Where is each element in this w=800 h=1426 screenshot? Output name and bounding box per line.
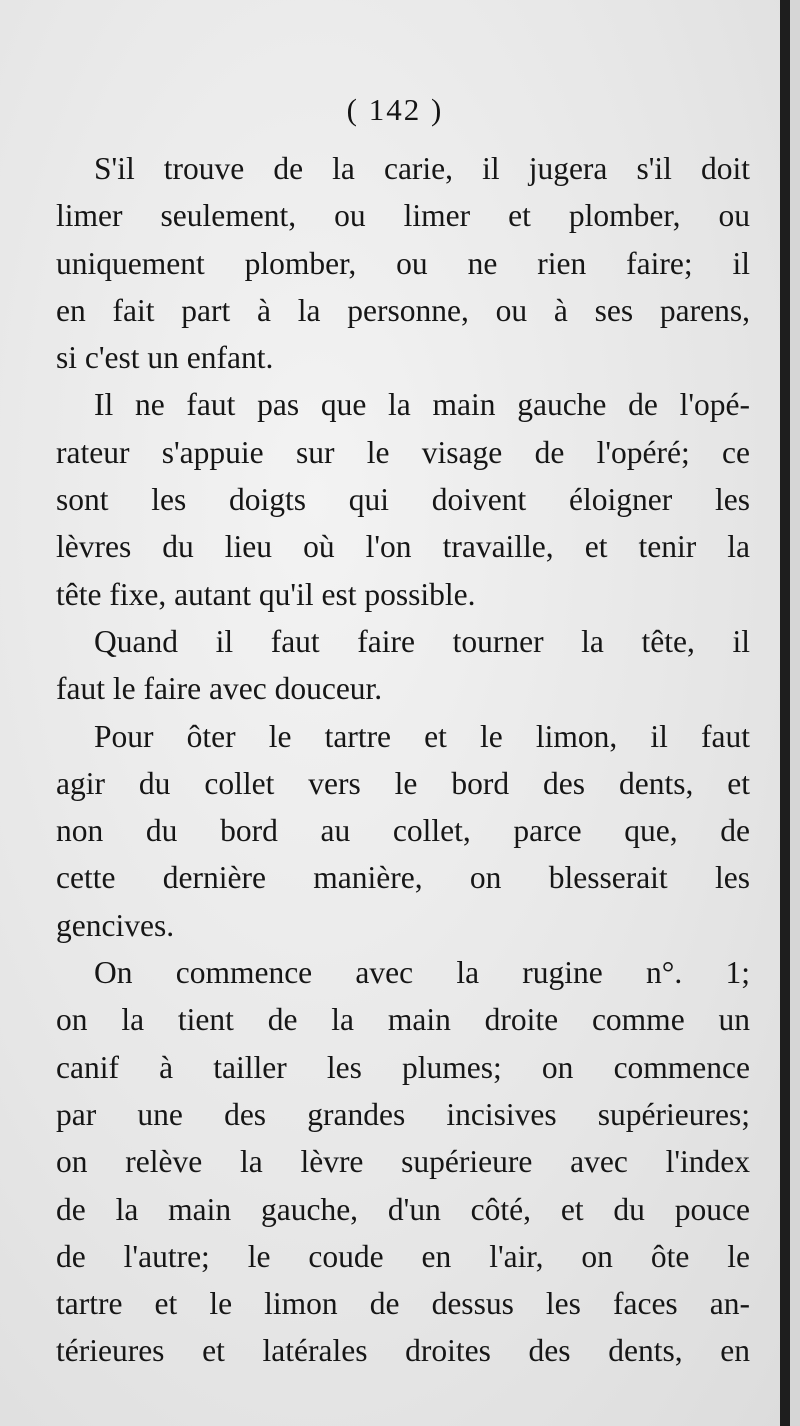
text-line: térieures et latérales droites des dents, en <box>56 1333 750 1369</box>
text-line: On commence avec la rugine n°. 1; <box>94 955 750 991</box>
text-line: agir du collet vers le bord des dents, et <box>56 765 750 801</box>
text-line: canif à tailler les plumes; on commence <box>56 1049 750 1085</box>
text-line: Quand il faut faire tourner la tête, il <box>94 623 750 659</box>
text-line: S'il trouve de la carie, il jugera s'il doit <box>94 151 750 186</box>
text-line: tête fixe, autant qu'il est possible. <box>56 576 476 612</box>
text-line: si c'est un enfant. <box>56 340 274 376</box>
text-line: on la tient de la main droite comme un <box>56 1002 750 1038</box>
text-line: Pour ôter le tartre et le limon, il faut <box>94 718 750 754</box>
text-line: tartre et le limon de dessus les faces an- <box>56 1286 750 1322</box>
text-line: lèvres du lieu où l'on travaille, et tenir la <box>56 529 750 565</box>
text-line: de la main gauche, d'un côté, et du pouce <box>56 1191 750 1227</box>
text-line: on relève la lèvre supérieure avec l'index <box>56 1144 750 1180</box>
text-line: par une des grandes incisives supérieures; <box>56 1096 750 1132</box>
text-line: faut le faire avec douceur. <box>56 671 383 707</box>
text-line: rateur s'appuie sur le visage de l'opéré; ce <box>56 434 750 470</box>
text-line: cette dernière manière, on blesserait les <box>56 860 750 896</box>
text-line: limer seulement, ou limer et plomber, ou <box>56 198 750 234</box>
text-line: non du bord au collet, parce que, de <box>56 813 750 849</box>
page-number-header: ( 142 ) <box>346 92 444 127</box>
text-line: en fait part à la personne, ou à ses parens, <box>56 292 750 328</box>
text-line: Il ne faut pas que la main gauche de l'opé- <box>94 387 750 423</box>
text-line: uniquement plomber, ou ne rien faire; il <box>56 245 750 281</box>
page-edge-shadow <box>780 0 790 1426</box>
text-line: sont les doigts qui doivent éloigner les <box>56 482 750 518</box>
text-line: gencives. <box>56 907 175 943</box>
body-text <box>56 145 750 1375</box>
text-line: de l'autre; le coude en l'air, on ôte le <box>56 1238 750 1274</box>
